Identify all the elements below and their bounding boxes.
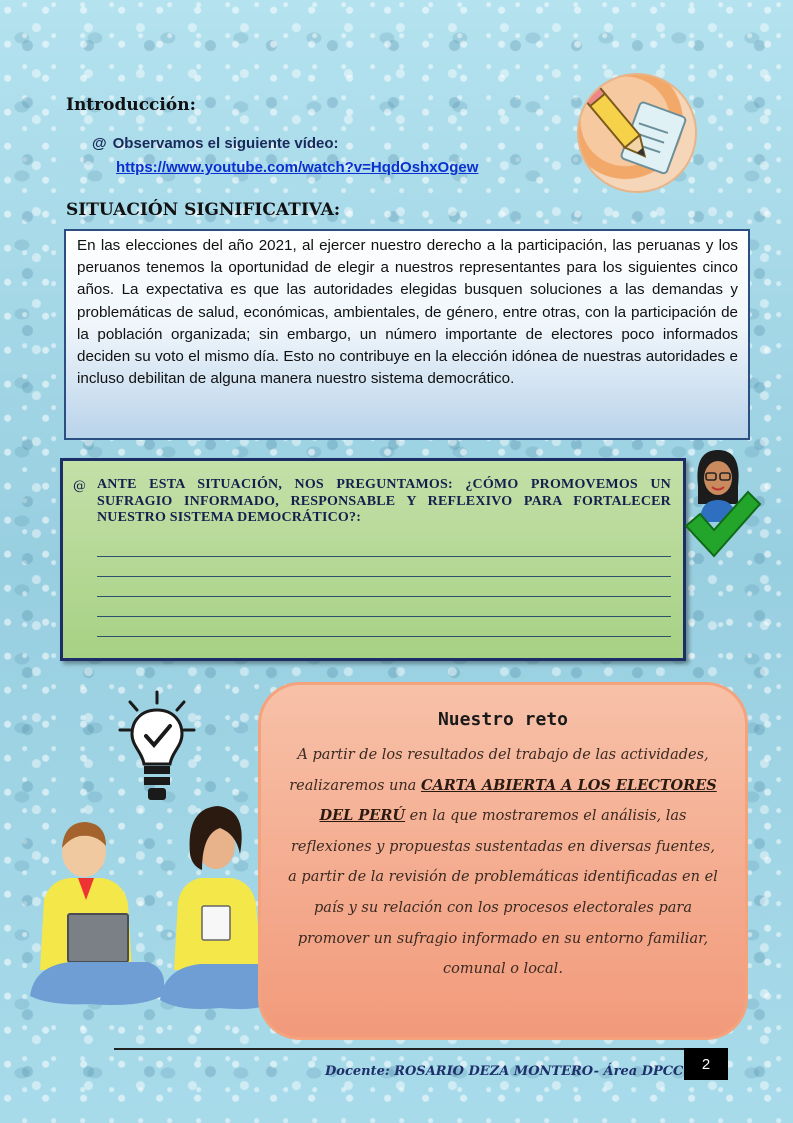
- answer-line[interactable]: [97, 617, 671, 637]
- situation-text: En las elecciones del año 2021, al ejercer nuestro derecho a la participación, las peruanas y los peruanos tenemos la oportunidad de elegir a nuestros representantes para los siguientes cinco años. La expectativa es que las autoridades elegidas busquen soluciones a las demandas y problemáticas de salud, económicas, ambientales, de género, entre otras, con la participación de la población organizada; sin embargo, un número importante de electores poco informados deciden su voto el mismo día. Esto no contribuye en la elección idónea de nuestras autoridades e incluso debilitan de alguna manera nuestro sistema democrático.: [77, 237, 738, 388]
- reto-text: [287, 740, 719, 985]
- reto-text-after: en la que mostraremos el análisis, las reflexiones y propuestas sustentadas en diversas fuentes, a partir de la revisión de problemáticas identificadas en el país y su relación con los procesos electorales para promover un sufragio informado en su entorno familiar, comunal o local.: [288, 808, 718, 978]
- students-illustration: [30, 790, 288, 1018]
- video-label: Observamos el siguiente vídeo:: [112, 135, 339, 152]
- answer-line[interactable]: [97, 537, 671, 557]
- answer-line[interactable]: [97, 577, 671, 597]
- footer-rule: [114, 1048, 684, 1050]
- footer-credit: Docente: ROSARIO DEZA MONTERO- Área DPCC: [325, 1064, 684, 1079]
- situation-heading: SITUACIÓN SIGNIFICATIVA:: [66, 200, 341, 220]
- video-link[interactable]: https://www.youtube.com/watch?v=HqdOshxOgew: [116, 159, 479, 176]
- answer-line[interactable]: [97, 597, 671, 617]
- answer-lines[interactable]: [97, 537, 671, 637]
- green-checkmark-icon: [680, 480, 762, 562]
- bullet-at: @: [73, 479, 86, 494]
- situation-box: [64, 229, 750, 440]
- reto-text-before: A partir de los resultados del trabajo de las actividades, realizaremos una: [289, 747, 709, 794]
- reto-title: Nuestro reto: [437, 709, 569, 730]
- question-text: ANTE ESTA SITUACIÓN, NOS PREGUNTAMOS: ¿CÓMO PROMOVEMOS UN SUFRAGIO INFORMADO, RESPONSABLE Y REFLEXIVO PARA FORTALECER NUESTRO SISTEMA DEMOCRÁTICO?:: [97, 477, 671, 525]
- question-box: [60, 458, 686, 661]
- page-number: 2: [684, 1048, 728, 1080]
- reto-box: [258, 682, 748, 1040]
- answer-line[interactable]: [97, 557, 671, 577]
- pencil-notepad-icon: [577, 73, 697, 193]
- reto-emphasis: CARTA ABIERTA A LOS ELECTORES DEL PERÚ: [319, 776, 717, 825]
- video-instruction: [92, 135, 339, 152]
- intro-heading: Introducción:: [66, 95, 196, 115]
- bullet-at: @: [92, 135, 107, 152]
